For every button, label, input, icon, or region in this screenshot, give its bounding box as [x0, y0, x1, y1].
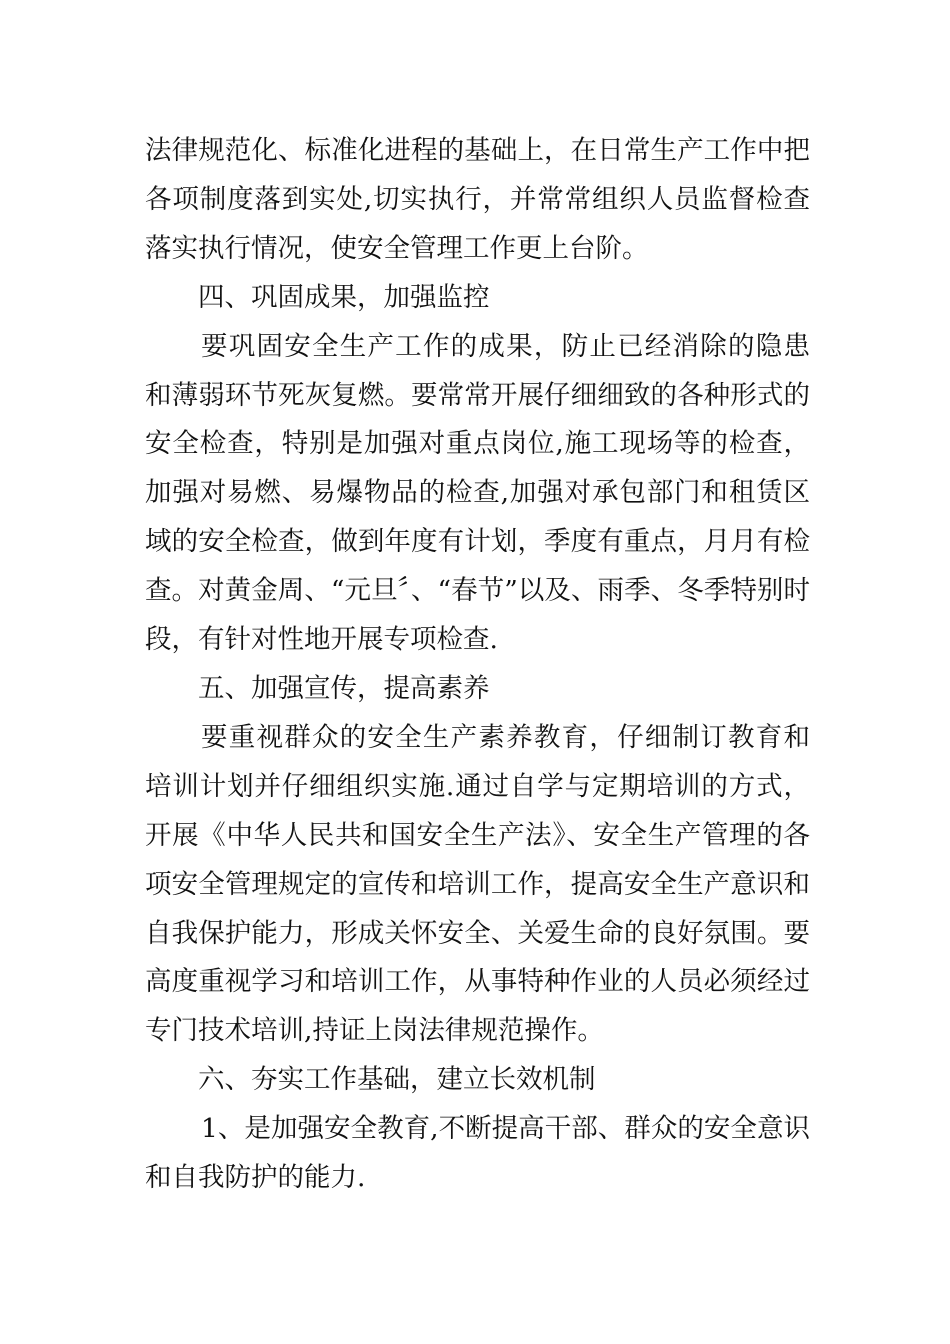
section-heading-four: 四、巩固成果，加强监控: [198, 281, 490, 313]
section-heading-six: 六、夯实工作基础，建立长效机制: [198, 1064, 596, 1096]
paragraph-consolidate-results: 要巩固安全生产工作的成果，防止已经消除的隐患和薄弱环节死灰复燃。要常常开展仔细细致的各种形式的安全检查，特别是加强对重点岗位,施工现场等的检查，加强对易燃、易爆物品的检查,加强对承包部门和租赁区域的安全检查，做到年度有计划，季度有重点，月月有检查。对黄金周、“元旦〞、“春节”以及、雨季、冬季特别时段，有针对性地开展专项检查.: [145, 330, 810, 656]
paragraph-safety-education: 1、是加强安全教育,不断提高干部、群众的安全意识和自我防护的能力.: [145, 1113, 810, 1194]
paragraph-continued-text: 法律规范化、标准化进程的基础上，在日常生产工作中把各项制度落到实处,切实执行，并常常组织人员监督检查落实执行情况，使安全管理工作更上台阶。: [145, 135, 810, 264]
paragraph-publicity-training: 要重视群众的安全生产素养教育，仔细制订教育和培训计划并仔细组织实施.通过自学与定期培训的方式，开展《中华人民共和国安全生产法》、安全生产管理的各项安全管理规定的宣传和培训工作，提高安全生产意识和自我保护能力，形成关怀安全、关爱生命的良好氛围。要高度重视学习和培训工作，从事特种作业的人员必须经过专门技术培训,持证上岗法律规范操作。: [145, 721, 810, 1047]
document-body: [145, 127, 810, 1203]
section-heading-five: 五、加强宣传，提高素养: [198, 672, 490, 704]
